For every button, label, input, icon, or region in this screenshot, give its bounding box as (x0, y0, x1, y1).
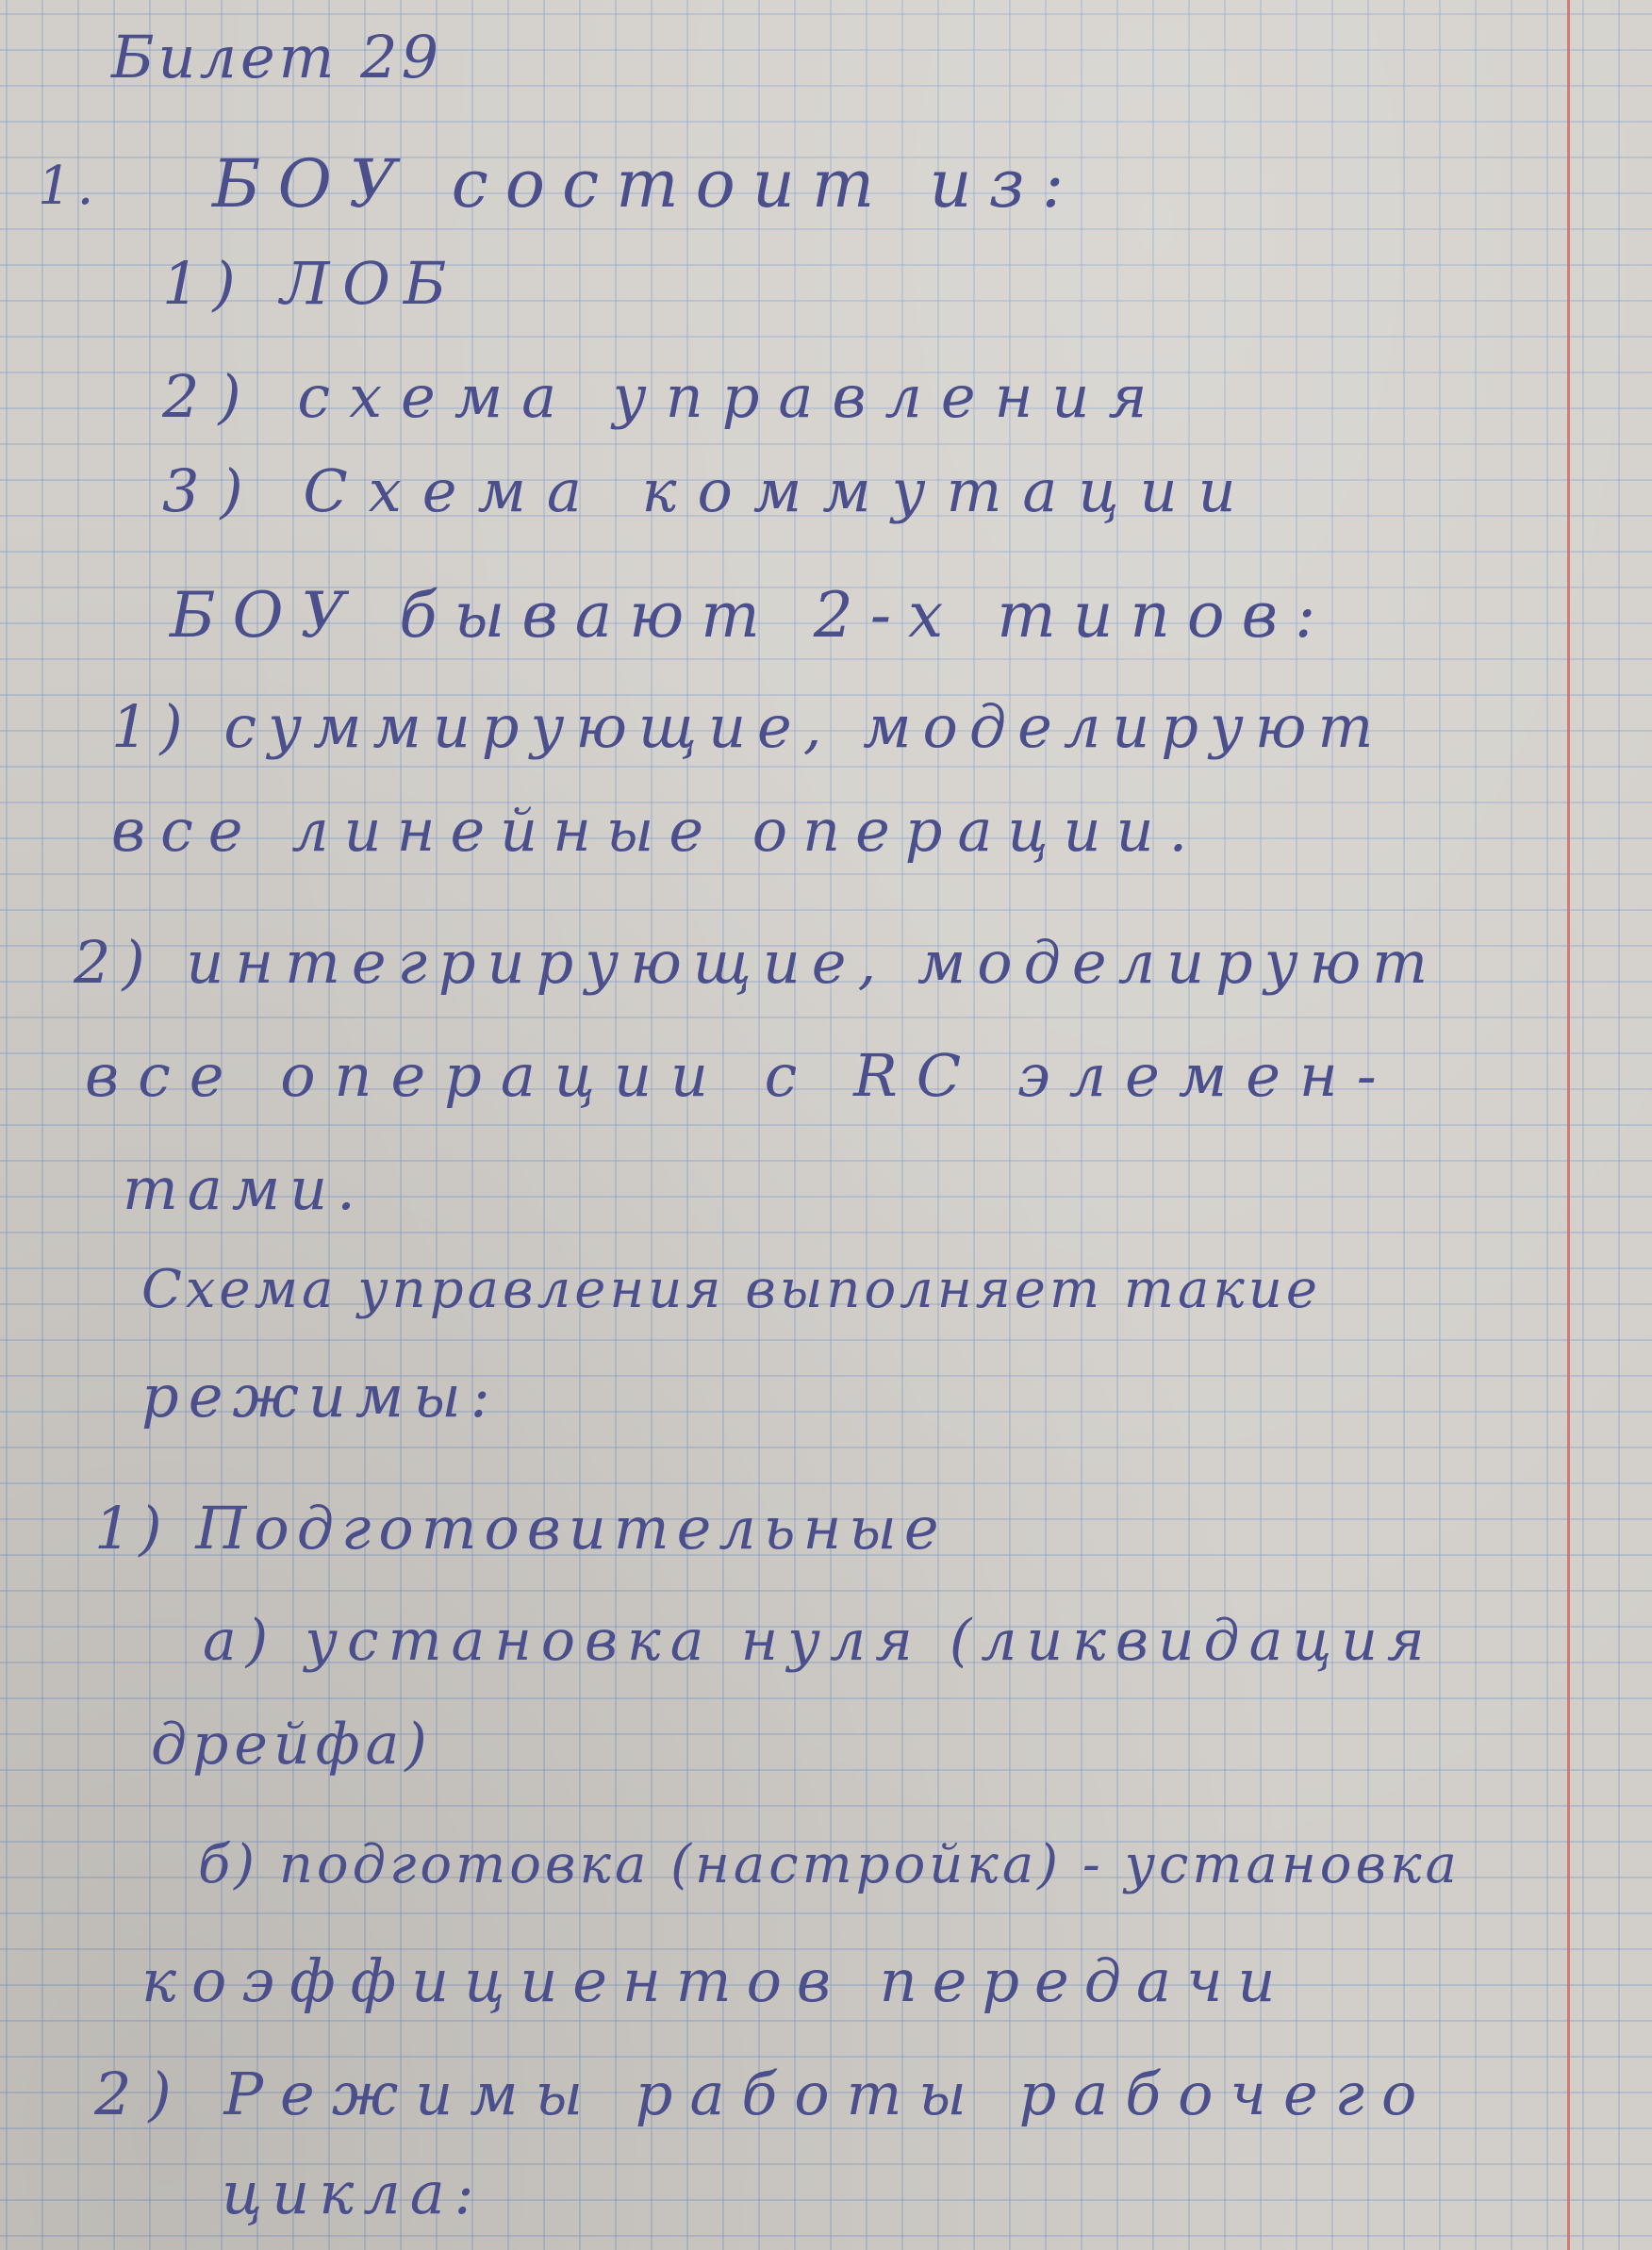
text-line: все линейные операции. (111, 796, 1203, 865)
text-line: дрейфа) (151, 1712, 433, 1778)
text-line: тами. (123, 1154, 365, 1223)
text-line: БОУ бывают 2-х типов: (170, 579, 1333, 652)
text-line: а) установка нуля (ликвидация (203, 1608, 1434, 1674)
text-line: 1) ЛОБ (162, 249, 460, 318)
text-line: БОУ состоит из: (212, 145, 1082, 223)
text-line: все операции с RC элемен- (85, 1041, 1396, 1110)
question-number: 1. (38, 156, 100, 217)
text-line: режимы: (141, 1362, 500, 1431)
text-line: Схема управления выполняет такие (141, 1259, 1321, 1320)
text-line: 1) суммирующие, моделируют (111, 692, 1385, 761)
text-line: цикла: (222, 2159, 484, 2227)
text-line: коэффициентов передачи (141, 1946, 1291, 2015)
text-line: 2) схема управления (162, 362, 1166, 431)
text-line: 2) интегрирующие, моделируют (74, 928, 1440, 997)
ticket-title: Билет 29 (111, 23, 443, 91)
text-line: 1) Подготовительные (94, 1494, 947, 1563)
margin-line (1567, 0, 1570, 2250)
text-line: 2) Режимы работы рабочего (94, 2060, 1434, 2128)
text-line: 3) Схема коммутации (162, 456, 1257, 525)
text-line: б) подготовка (настройка) - установка (198, 1834, 1461, 1895)
